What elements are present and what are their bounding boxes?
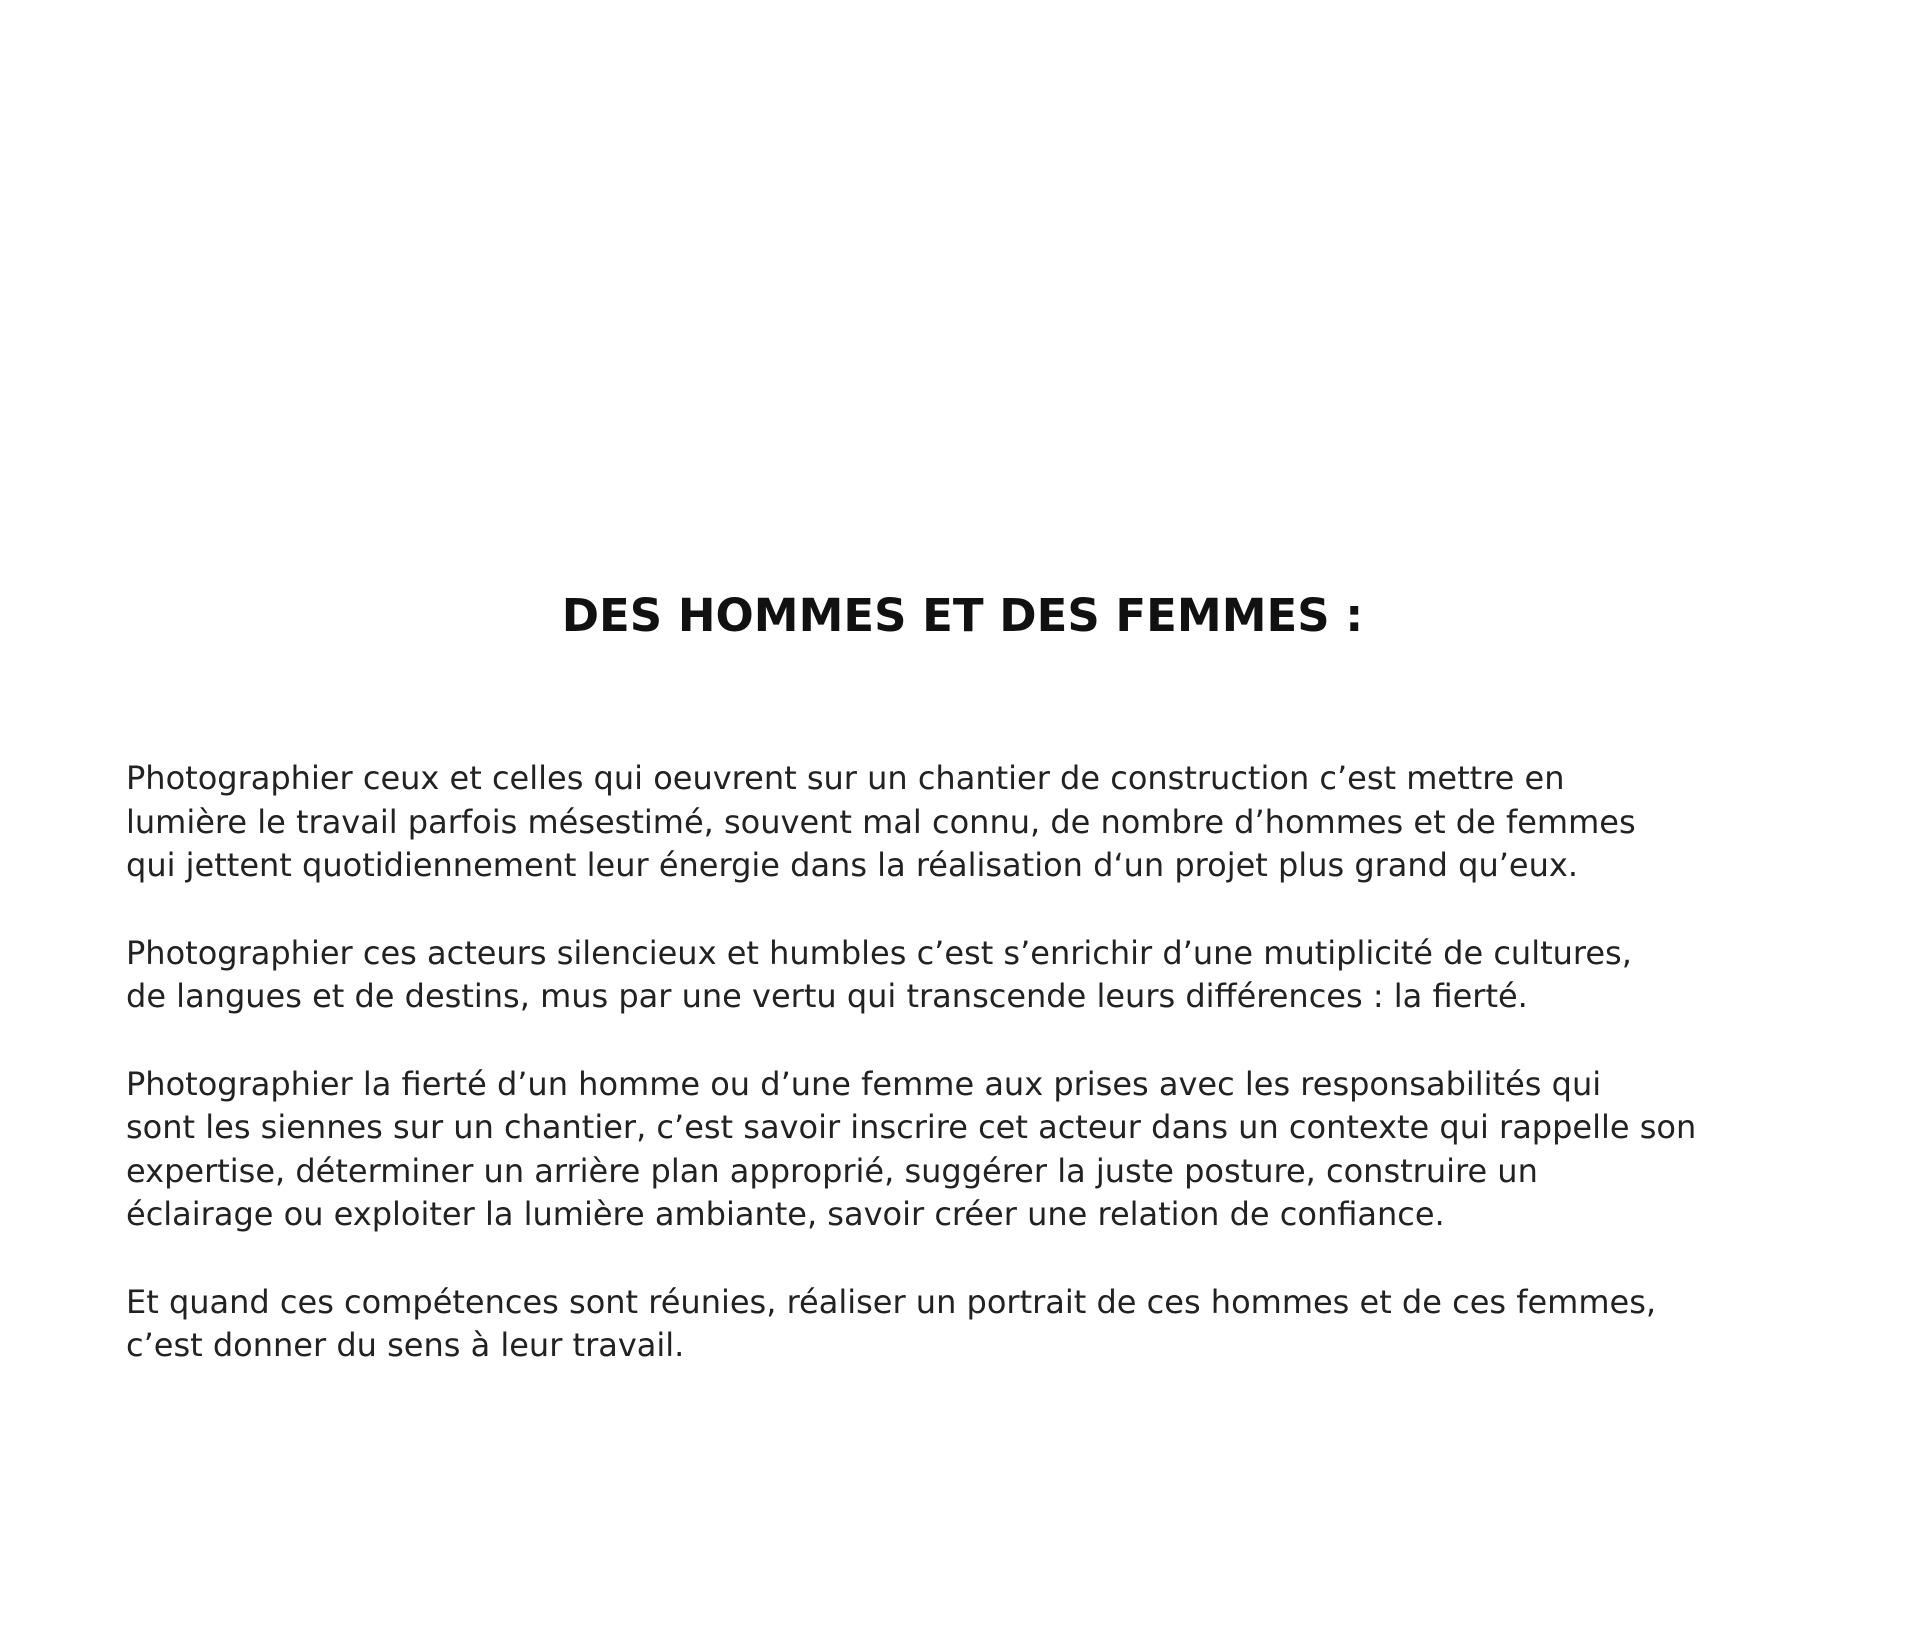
paragraph-line: Photographier ces acteurs silencieux et humbles c’est s’enrichir d’une mutiplicité de cultures,: [126, 933, 1632, 972]
paragraph-line: c’est donner du sens à leur travail.: [126, 1326, 685, 1364]
paragraph-2: [126, 932, 1846, 1019]
paragraph-line: sont les siennes sur un chantier, c’est savoir inscrire cet acteur dans un contexte qui rappelle son: [126, 1108, 1697, 1146]
paragraph-line: Et quand ces compétences sont réunies, réaliser un portrait de ces hommes et de ces femmes,: [126, 1282, 1657, 1321]
paragraph-line: expertise, déterminer un arrière plan approprié, suggérer la juste posture, construire un: [126, 1151, 1538, 1190]
paragraph-line: Photographier ceux et celles qui oeuvrent sur un chantier de construction c’est mettre en: [126, 759, 1565, 797]
paragraph-1: [126, 757, 1846, 888]
paragraph-line: Photographier la fierté d’un homme ou d’une femme aux prises avec les responsabilités qui: [126, 1064, 1602, 1103]
paragraph-line: éclairage ou exploiter la lumière ambiante, savoir créer une relation de confiance.: [126, 1195, 1445, 1233]
paragraph-line: qui jettent quotidiennement leur énergie dans la réalisation d‘un projet plus grand qu’eux.: [126, 846, 1578, 884]
paragraph-3: [126, 1063, 1846, 1237]
paragraph-line: de langues et de destins, mus par une vertu qui transcende leurs différences : la fierté.: [126, 977, 1528, 1015]
paragraph-line: lumière le travail parfois mésestimé, souvent mal connu, de nombre d’hommes et de femmes: [126, 802, 1636, 841]
body-text: [126, 757, 1846, 1412]
paragraph-4: [126, 1281, 1846, 1368]
page-title: DES HOMMES ET DES FEMMES :: [561, 589, 1364, 642]
